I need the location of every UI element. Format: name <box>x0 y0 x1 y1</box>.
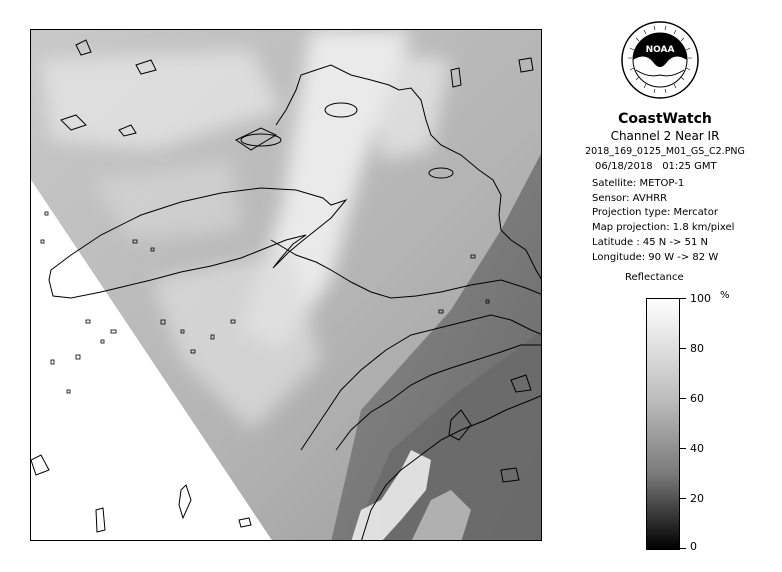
noaa-logo <box>620 20 700 100</box>
channel-label: Channel 2 Near IR <box>610 129 720 143</box>
legend-unit: % <box>720 290 730 301</box>
tick-label-80: 80 <box>690 342 704 355</box>
tick-label-0: 0 <box>690 540 697 553</box>
satellite-image <box>31 30 542 541</box>
tick-mark <box>680 498 686 499</box>
tick-label-20: 20 <box>690 492 704 505</box>
tick-mark <box>680 448 686 449</box>
tick-label-60: 60 <box>690 392 704 405</box>
time-label: 01:25 GMT <box>662 161 717 172</box>
date-time-line <box>595 160 717 174</box>
brand-title: CoastWatch <box>618 111 712 127</box>
legend-title: Reflectance <box>625 272 684 283</box>
latitude-label: Latitude : 45 N -> 51 N <box>592 237 708 248</box>
reflectance-colorbar <box>646 298 680 550</box>
projection-type-label: Projection type: Mercator <box>592 207 718 218</box>
tick-label-100: 100 <box>690 292 711 305</box>
tick-mark <box>680 348 686 349</box>
satellite-label: Satellite: METOP-1 <box>592 178 685 189</box>
sensor-label: Sensor: AVHRR <box>592 193 668 204</box>
tick-mark <box>680 298 686 299</box>
filename-label: 2018_169_0125_M01_GS_C2.PNG <box>585 146 745 157</box>
longitude-label: Longitude: 90 W -> 82 W <box>592 252 719 263</box>
tick-mark <box>680 548 686 549</box>
satellite-image-panel[interactable] <box>30 29 542 541</box>
tick-label-40: 40 <box>690 442 704 455</box>
tick-mark <box>680 398 686 399</box>
map-projection-label: Map projection: 1.8 km/pixel <box>592 222 735 233</box>
date-label: 06/18/2018 <box>595 161 653 172</box>
noaa-logo-center-text: NOAA <box>645 45 675 55</box>
